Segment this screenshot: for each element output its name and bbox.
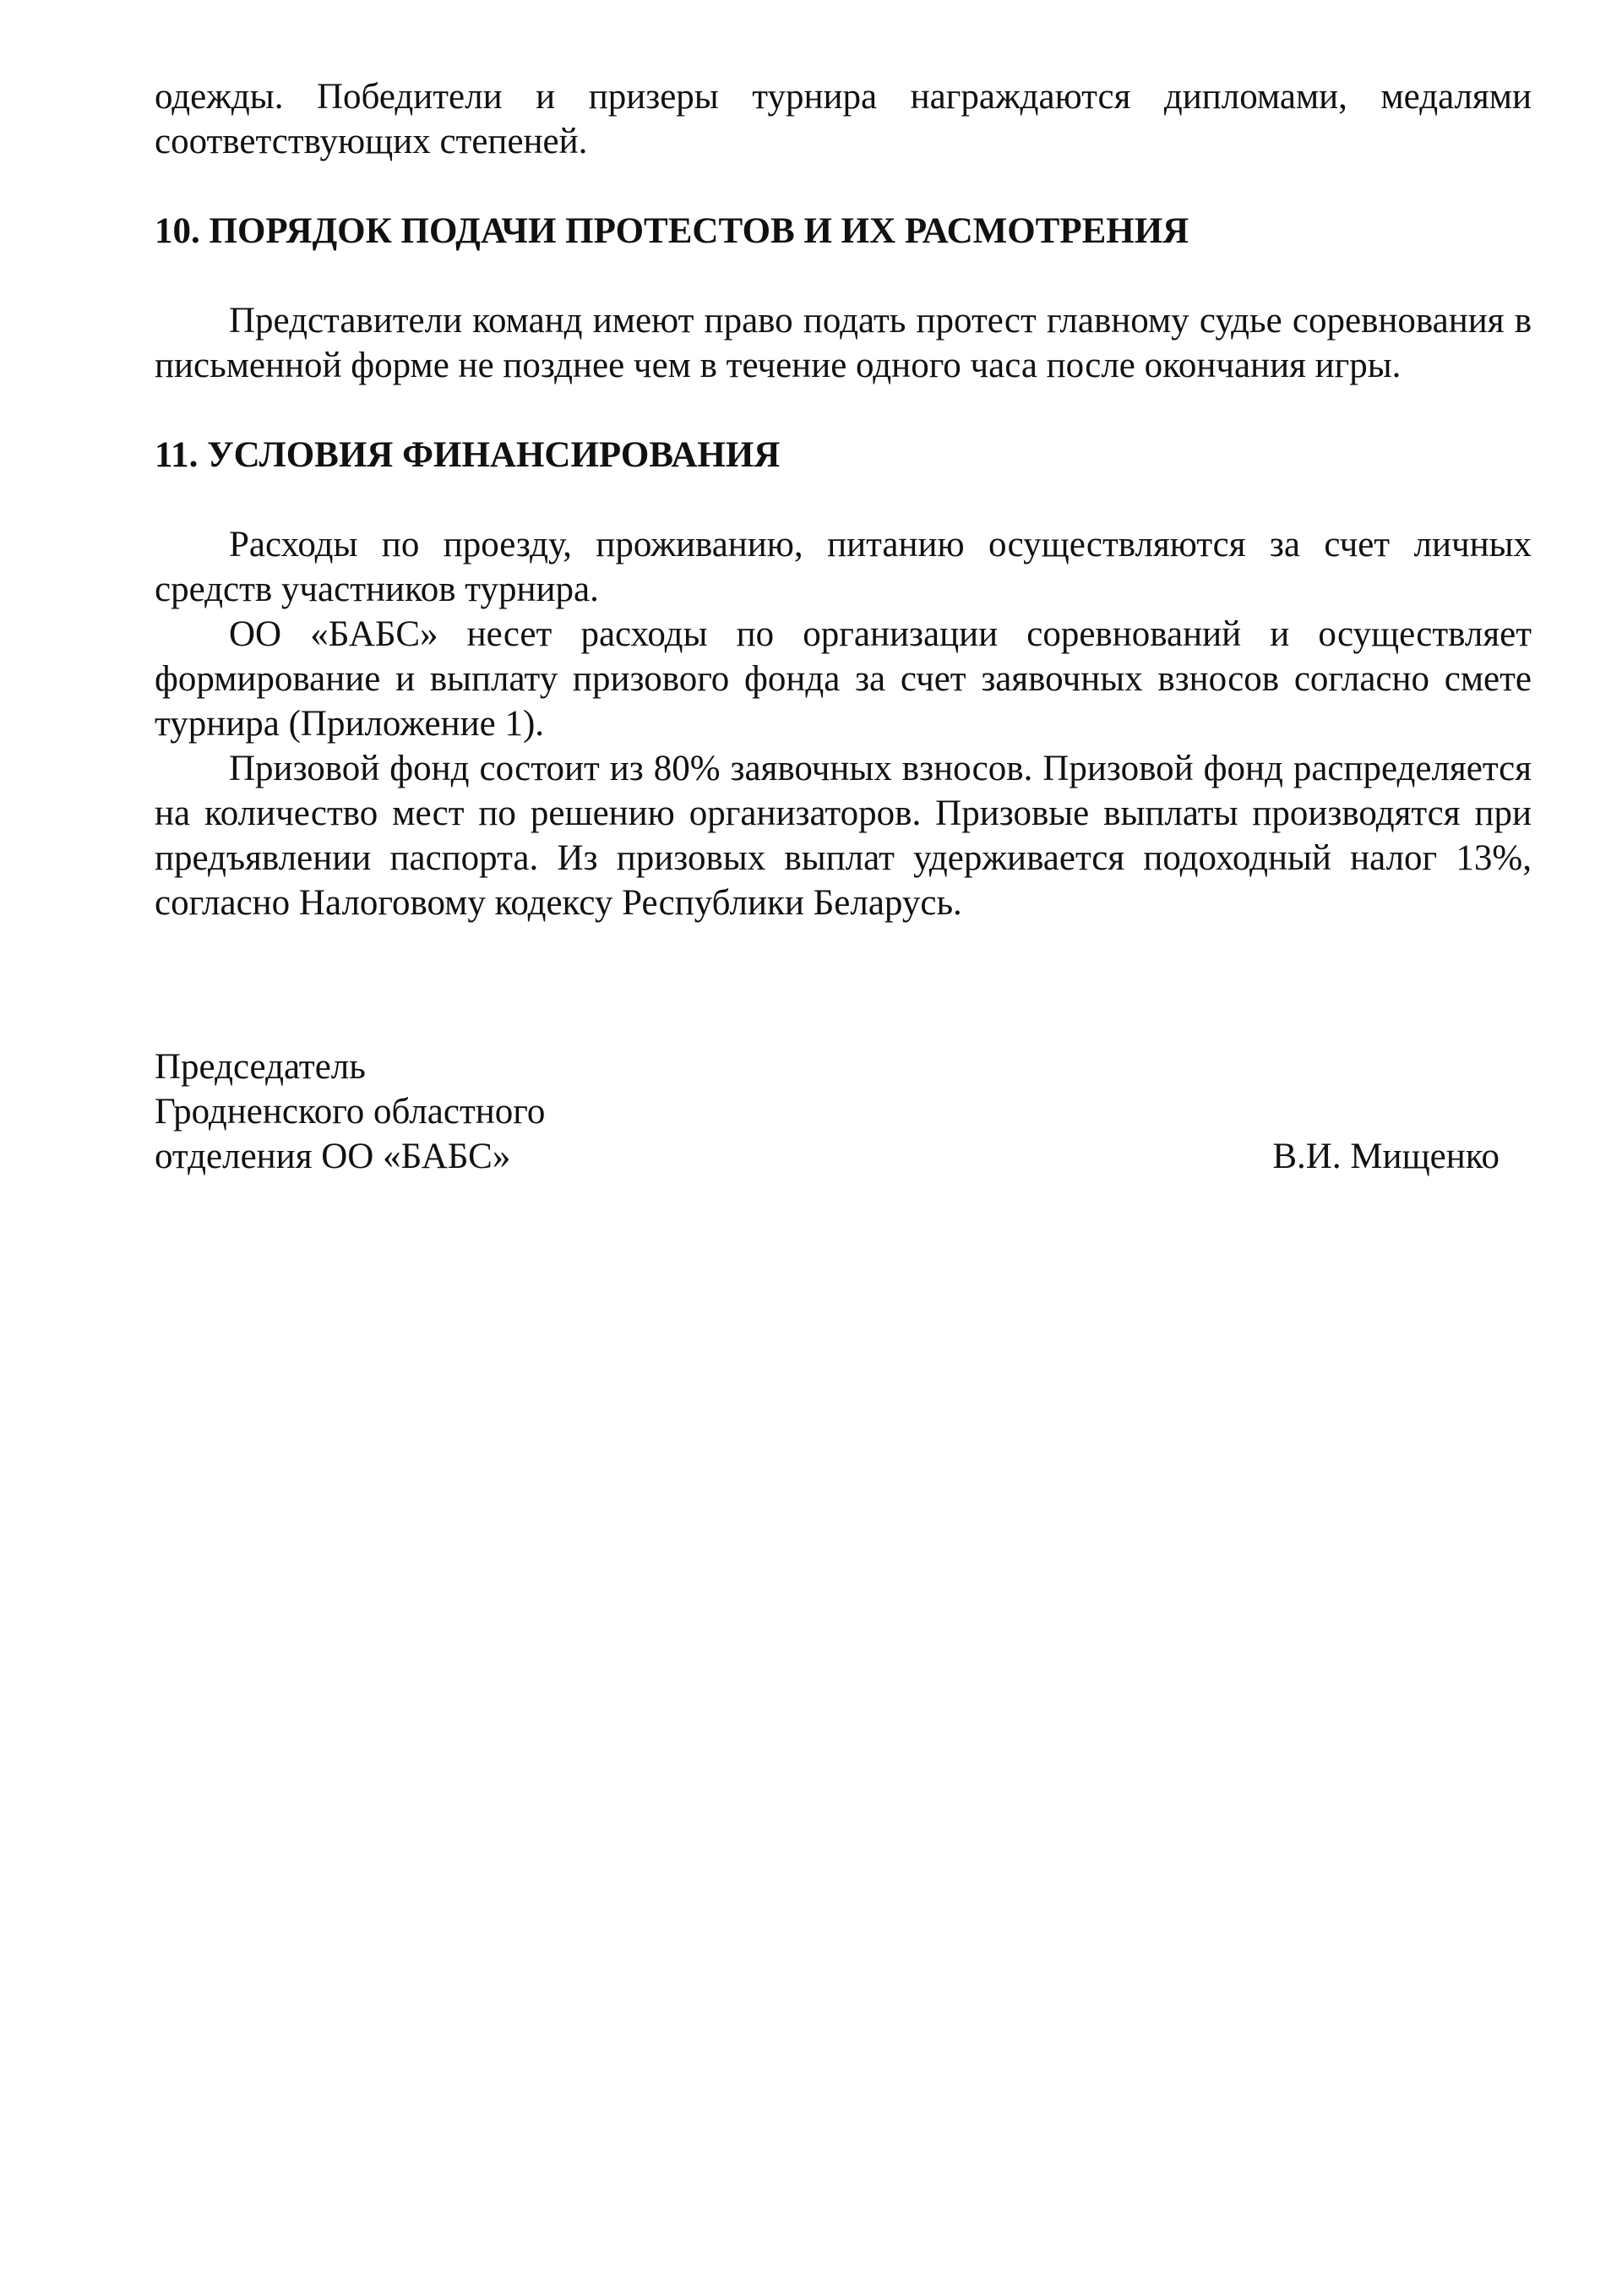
continuation-paragraph: одежды. Победители и призеры турнира награждаются дипломами, медалями соответствующих степеней. [155,77,1532,161]
section-11-paragraph-prize-fund: Призовой фонд состоит из 80% заявочных взносов. Призовой фонд распределяется на количество мест по решению организаторов. Призовые выплаты производятся при предъявлении паспорта. Из призовых выплат удерживается подоходный налог 13%, согласно Налоговому кодексу Республики Беларусь. [155,749,1532,923]
signer-position-line-2: Гродненского областного [155,1092,546,1132]
section-11-paragraph-organization: ОО «БАБС» несет расходы по организации соревнований и осуществляет формирование и выплату призового фонда за счет заявочных взносов согласно смете турнира (Приложение 1). [155,614,1532,744]
signer-name: В.И. Мищенко [1272,1137,1500,1176]
section-11-heading: 11. УСЛОВИЯ ФИНАНСИРОВАНИЯ [155,435,781,475]
signature-row [155,1134,1500,1179]
section-11-paragraph-expenses: Расходы по проезду, проживанию, питанию осуществляются за счет личных средств участников турнира. [155,525,1532,609]
signer-position-line-1: Председатель [155,1047,366,1087]
section-10-paragraph: Представители команд имеют право подать протест главному судье соревнования в письменной форме не позднее чем в течение одного часа после окончания игры. [155,301,1532,385]
section-10-heading: 10. ПОРЯДОК ПОДАЧИ ПРОТЕСТОВ И ИХ РАСМОТРЕНИЯ [155,211,1189,251]
signer-position-line-3: отделения ОО «БАБС» [155,1137,511,1176]
signature-block [155,1044,1500,1179]
document-body [155,74,1532,925]
